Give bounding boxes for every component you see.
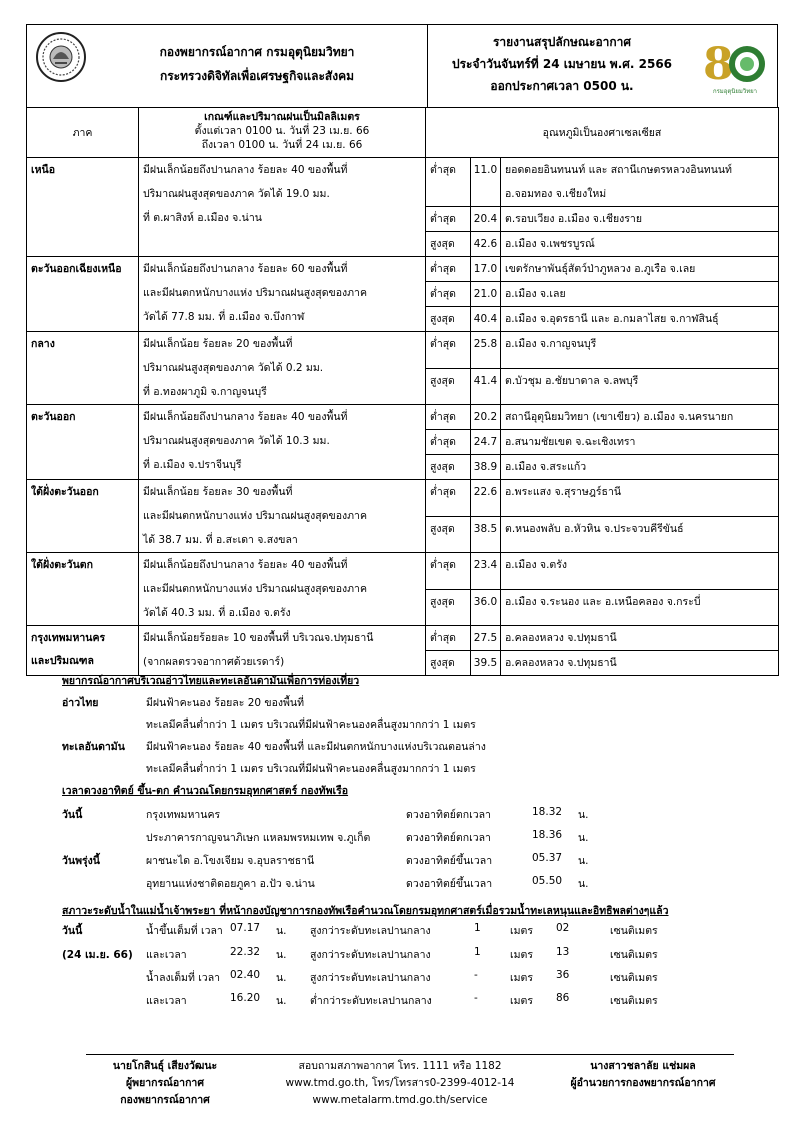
rain-description: มีฝนเล็กน้อยถึงปานกลาง ร้อยละ 60 ของพื้นที่ และมีฝนตกหนักบางแห่ง ปริมาณฝนสูงสุดของภาค วัดได้ 77.8 มม. ที่ อ.เมือง จ.บึงกาฬ <box>139 257 426 332</box>
tide-event: และเวลา <box>146 949 187 961</box>
svg-text:กรมอุตุนิยมวิทยา: กรมอุตุนิยมวิทยา <box>712 88 758 95</box>
temp-location: อ.เมือง จ.อุดรธานี และ อ.กมลาไสย จ.กาฬสินธุ์ <box>501 307 779 332</box>
andaman-forecast-line1: มีฝนฟ้าคะนอง ร้อยละ 40 ของพื้นที่ และมีฝนตกหนักบางแห่งบริเวณตอนล่าง <box>146 741 486 753</box>
sun-time-unit: น. <box>578 809 589 821</box>
temp-kind: สูงสุด <box>426 232 471 257</box>
contact-website[interactable]: www.tmd.go.th, โทร/โทรสาร0-2399-4012-14 <box>285 1077 515 1089</box>
tide-centimeters-unit: เซนติเมตร <box>610 972 658 984</box>
temp-location: เขตรักษาพันธุ์สัตว์ป่าภูหลวง อ.ภูเรือ จ.เลย <box>501 257 779 282</box>
temp-value: 25.8 <box>471 332 501 369</box>
report-date: ประจำวันจันทร์ที่ 24 เมษายน พ.ศ. 2566 <box>451 57 673 71</box>
forecaster-name: นายโกสินธุ์ เสียงวัฒนะ <box>112 1060 218 1072</box>
tide-meters-unit: เมตร <box>510 925 533 937</box>
director-name: นางสาวชลาลัย แช่มผล <box>590 1060 696 1072</box>
footer-left <box>90 1058 240 1109</box>
tide-event: และเวลา <box>146 995 187 1007</box>
gulf-label: อ่าวไทย <box>62 697 99 709</box>
table-row <box>27 626 779 651</box>
tide-centimeters-unit: เซนติเมตร <box>610 949 658 961</box>
temp-location: อ.คลองหลวง จ.ปทุมธานี <box>501 626 779 651</box>
temp-value: 36.0 <box>471 589 501 626</box>
andaman-label: ทะเลอันดามัน <box>62 741 125 753</box>
tide-time: 07.17 <box>230 922 261 934</box>
sun-time: 18.32 <box>532 806 563 818</box>
director-title: ผู้อำนวยการกองพยากรณ์อากาศ <box>570 1077 716 1089</box>
footer-right <box>548 1058 738 1092</box>
region-name: ใต้ฝั่งตะวันออก <box>27 480 139 553</box>
tide-meters: 1 <box>474 922 481 934</box>
temp-value: 42.6 <box>471 232 501 257</box>
tide-time: 02.40 <box>230 969 261 981</box>
table-row <box>27 332 779 369</box>
department-seal-icon <box>35 31 87 83</box>
temp-location: อ.เมือง จ.เพชรบูรณ์ <box>501 232 779 257</box>
temp-kind: สูงสุด <box>426 516 471 553</box>
tide-event: น้ำขึ้นเต็มที่ เวลา <box>146 925 223 937</box>
sun-time: 18.36 <box>532 829 563 841</box>
temp-kind: สูงสุด <box>426 307 471 332</box>
tide-title: สภาวะระดับน้ำในแม่น้ำเจ้าพระยา ที่หน้ากองบัญชาการกองทัพเรือคำนวณโดยกรมอุทกศาสตร์เมื่อรวมน้ำทะเลหนุนและอิทธิพลต่างๆแล้ว <box>62 905 669 917</box>
tide-meters-unit: เมตร <box>510 972 533 984</box>
table-row <box>27 257 779 282</box>
temp-value: 41.4 <box>471 368 501 405</box>
temp-location: อ.เมือง จ.ตรัง <box>501 553 779 590</box>
forecaster-org: กองพยากรณ์อากาศ <box>120 1094 210 1106</box>
temp-location: อ.เมือง จ.เลย <box>501 282 779 307</box>
temp-kind: ต่ำสุด <box>426 430 471 455</box>
temp-location: อ.พระแสง จ.สุราษฎร์ธานี <box>501 480 779 517</box>
sun-time: 05.37 <box>532 852 563 864</box>
tide-event: น้ำลงเต็มที่ เวลา <box>146 972 221 984</box>
temp-value: 38.5 <box>471 516 501 553</box>
sun-place: ประภาคารกาญจนาภิเษก แหลมพรหมเทพ จ.ภูเก็ต <box>146 832 371 844</box>
temp-value: 20.2 <box>471 405 501 430</box>
temp-kind: ต่ำสุด <box>426 626 471 651</box>
gulf-forecast-line2: ทะเลมีคลื่นต่ำกว่า 1 เมตร บริเวณที่มีฝนฟ้าคะนองคลื่นสูงมากกว่า 1 เมตร <box>146 719 476 731</box>
andaman-forecast-line2: ทะเลมีคลื่นต่ำกว่า 1 เมตร บริเวณที่มีฝนฟ้าคะนองคลื่นสูงมากกว่า 1 เมตร <box>146 763 476 775</box>
tide-meters-unit: เมตร <box>510 949 533 961</box>
temp-location: อ.คลองหลวง จ.ปทุมธานี <box>501 651 779 676</box>
temp-location: สถานีอุตุนิยมวิทยา (เขาเขียว) อ.เมือง จ.นครนายก <box>501 405 779 430</box>
sun-event: ดวงอาทิตย์ตกเวลา <box>406 832 491 844</box>
footer-contact <box>255 1058 545 1109</box>
table-row <box>27 480 779 517</box>
temp-kind: ต่ำสุด <box>426 282 471 307</box>
sun-place: ผาชนะได อ.โขงเจียม จ.อุบลราชธานี <box>146 855 315 867</box>
header-ministry: กระทรวงดิจิทัลเพื่อเศรษฐกิจและสังคม <box>159 69 355 83</box>
sun-event: ดวงอาทิตย์ขึ้นเวลา <box>406 855 493 867</box>
report-title: รายงานสรุปลักษณะอากาศ <box>492 35 632 49</box>
table-header-row <box>27 108 779 158</box>
temp-value: 21.0 <box>471 282 501 307</box>
tide-time-unit: น. <box>276 925 287 937</box>
temp-location: ต.หนองพลับ อ.หัวหิน จ.ประจวบคีรีขันธ์ <box>501 516 779 553</box>
tide-day-label: วันนี้ <box>62 925 83 937</box>
tide-relation: สูงกว่าระดับทะเลปานกลาง <box>310 949 431 961</box>
sun-place: กรุงเทพมหานคร <box>146 809 221 821</box>
weather-summary-table <box>26 107 779 676</box>
temp-value: 40.4 <box>471 307 501 332</box>
region-name: เหนือ <box>27 158 139 257</box>
temp-kind: สูงสุด <box>426 589 471 626</box>
sun-place: อุทยานแห่งชาติดอยภูคา อ.ปัว จ.น่าน <box>146 878 315 890</box>
sun-event: ดวงอาทิตย์ตกเวลา <box>406 809 491 821</box>
temp-kind: ต่ำสุด <box>426 158 471 207</box>
rain-description: มีฝนเล็กน้อยถึงปานกลาง ร้อยละ 40 ของพื้นที่ ปริมาณฝนสูงสุดของภาค วัดได้ 10.3 มม. ที่ อ.เมือง จ.ปราจีนบุรี <box>139 405 426 480</box>
region-name: ตะวันออก <box>27 405 139 480</box>
temp-value: 27.5 <box>471 626 501 651</box>
footer-divider <box>86 1054 734 1055</box>
tide-meters: - <box>474 969 478 981</box>
sun-time-unit: น. <box>578 855 589 867</box>
region-name: ตะวันออกเฉียงเหนือ <box>27 257 139 332</box>
temp-location: ต.รอบเวียง อ.เมือง จ.เชียงราย <box>501 207 779 232</box>
report-issue-time: ออกประกาศเวลา 0500 น. <box>490 79 634 93</box>
contact-phone: สอบถามสภาพอากาศ โทร. 1111 หรือ 1182 <box>298 1060 502 1072</box>
tide-date-label: (24 เม.ย. 66) <box>62 949 133 961</box>
rain-description: มีฝนเล็กน้อยถึงปานกลาง ร้อยละ 40 ของพื้นที่ และมีฝนตกหนักบางแห่ง ปริมาณฝนสูงสุดของภาค วัดได้ 40.3 มม. ที่ อ.เมือง จ.ตรัง <box>139 553 426 626</box>
tourism-forecast-title: พยากรณ์อากาศบริเวณอ่าวไทยและทะเลอันดามันเพื่อการท่องเที่ยว <box>62 675 360 687</box>
temp-value: 20.4 <box>471 207 501 232</box>
contact-service-link[interactable]: www.metalarm.tmd.go.th/service <box>312 1094 488 1106</box>
temp-kind: ต่ำสุด <box>426 480 471 517</box>
region-name: กรุงเทพมหานคร และปริมณฑล <box>27 626 139 676</box>
temp-kind: ต่ำสุด <box>426 257 471 282</box>
tide-centimeters: 02 <box>556 922 570 934</box>
rain-description: มีฝนเล็กน้อย ร้อยละ 30 ของพื้นที่ และมีฝนตกหนักบางแห่ง ปริมาณฝนสูงสุดของภาค ได้ 38.7 มม. ที่ อ.สะเดา จ.สงขลา <box>139 480 426 553</box>
temp-location: ยอดดอยอินทนนท์ และ สถานีเกษตรหลวงอินทนนท์ อ.จอมทอง จ.เชียงใหม่ <box>501 158 779 207</box>
temp-location: อ.เมือง จ.กาญจนบุรี <box>501 332 779 369</box>
temp-kind: ต่ำสุด <box>426 332 471 369</box>
temp-value: 17.0 <box>471 257 501 282</box>
forecaster-title: ผู้พยากรณ์อากาศ <box>126 1077 204 1089</box>
rain-description: มีฝนเล็กน้อย ร้อยละ 20 ของพื้นที่ ปริมาณฝนสูงสุดของภาค วัดได้ 0.2 มม. ที่ อ.ทองผาภูมิ จ.กาญจนบุรี <box>139 332 426 405</box>
region-name: กลาง <box>27 332 139 405</box>
sun-time: 05.50 <box>532 875 563 887</box>
temp-kind: สูงสุด <box>426 368 471 405</box>
tide-time-unit: น. <box>276 949 287 961</box>
table-row <box>27 553 779 590</box>
report-header <box>26 24 778 108</box>
sun-today-label: วันนี้ <box>62 809 83 821</box>
temp-kind: สูงสุด <box>426 455 471 480</box>
tide-centimeters-unit: เซนติเมตร <box>610 995 658 1007</box>
anniversary-80-logo-icon <box>699 35 771 99</box>
sun-time-unit: น. <box>578 832 589 844</box>
tide-centimeters: 36 <box>556 969 570 981</box>
temp-value: 39.5 <box>471 651 501 676</box>
table-row <box>27 405 779 430</box>
tide-relation: ต่ำกว่าระดับทะเลปานกลาง <box>310 995 432 1007</box>
tide-meters: - <box>474 992 478 1004</box>
tide-time-unit: น. <box>276 995 287 1007</box>
gulf-forecast-line1: มีฝนฟ้าคะนอง ร้อยละ 20 ของพื้นที่ <box>146 697 305 709</box>
tide-time-unit: น. <box>276 972 287 984</box>
tide-centimeters-unit: เซนติเมตร <box>610 925 658 937</box>
tide-centimeters: 13 <box>556 946 570 958</box>
temp-value: 11.0 <box>471 158 501 207</box>
table-row <box>27 158 779 207</box>
temp-value: 38.9 <box>471 455 501 480</box>
sun-tomorrow-label: วันพรุ่งนี้ <box>62 855 100 867</box>
sun-event: ดวงอาทิตย์ขึ้นเวลา <box>406 878 493 890</box>
temp-location: อ.สนามชัยเขต จ.ฉะเชิงเทรา <box>501 430 779 455</box>
tide-relation: สูงกว่าระดับทะเลปานกลาง <box>310 972 431 984</box>
temp-kind: สูงสุด <box>426 651 471 676</box>
temp-location: อ.เมือง จ.สระแก้ว <box>501 455 779 480</box>
rain-description: มีฝนเล็กน้อยถึงปานกลาง ร้อยละ 40 ของพื้นที่ ปริมาณฝนสูงสุดของภาค วัดได้ 19.0 มม. ที่ ต.ผาสิงห์ อ.เมือง จ.น่าน <box>139 158 426 257</box>
temp-kind: ต่ำสุด <box>426 207 471 232</box>
temp-location: อ.เมือง จ.ระนอง และ อ.เหนือคลอง จ.กระบี่ <box>501 589 779 626</box>
tide-centimeters: 86 <box>556 992 570 1004</box>
col-header-rain: เกณฑ์และปริมาณฝนเป็นมิลลิเมตร ตั้งแต่เวลา 0100 น. วันที่ 23 เม.ย. 66 ถึงเวลา 0100 น. วันที่ 24 เม.ย. 66 <box>139 108 426 158</box>
sun-time-unit: น. <box>578 878 589 890</box>
svg-text:8: 8 <box>703 39 734 90</box>
sun-times-title: เวลาดวงอาทิตย์ ขึ้น-ตก คำนวณโดยกรมอุทกศาสตร์ กองทัพเรือ <box>62 785 349 797</box>
tide-meters-unit: เมตร <box>510 995 533 1007</box>
tide-time: 16.20 <box>230 992 261 1004</box>
temp-value: 22.6 <box>471 480 501 517</box>
tide-meters: 1 <box>474 946 481 958</box>
temp-location: ต.บัวชุม อ.ชัยบาดาล จ.ลพบุรี <box>501 368 779 405</box>
region-name: ใต้ฝั่งตะวันตก <box>27 553 139 626</box>
temp-value: 23.4 <box>471 553 501 590</box>
header-department: กองพยากรณ์อากาศ กรมอุตุนิยมวิทยา <box>159 45 355 59</box>
rain-description: มีฝนเล็กน้อยร้อยละ 10 ของพื้นที่ บริเวณจ.ปทุมธานี (จากผลตรวจอากาศด้วยเรดาร์) <box>139 626 426 676</box>
tide-relation: สูงกว่าระดับทะเลปานกลาง <box>310 925 431 937</box>
temp-kind: ต่ำสุด <box>426 405 471 430</box>
col-header-temperature: อุณหภูมิเป็นองศาเซลเซียส <box>426 108 779 158</box>
tide-time: 22.32 <box>230 946 261 958</box>
col-header-region: ภาค <box>27 108 139 158</box>
temp-value: 24.7 <box>471 430 501 455</box>
temp-kind: ต่ำสุด <box>426 553 471 590</box>
